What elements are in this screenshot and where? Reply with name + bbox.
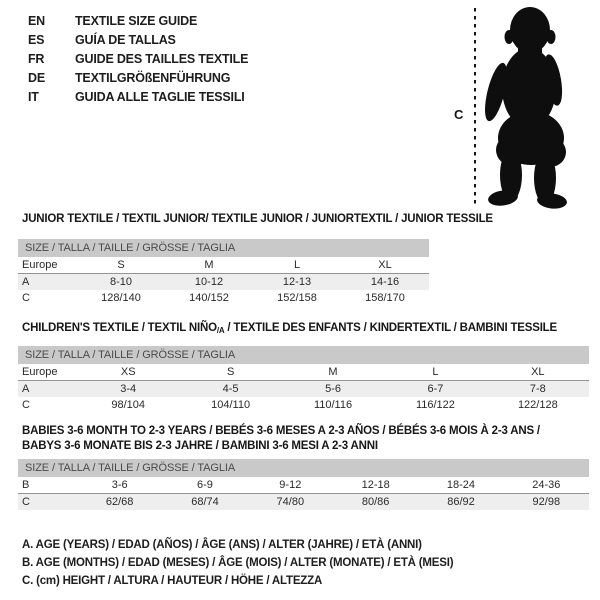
- legend-age-months: B. AGE (MONTHS) / EDAD (MESES) / ÂGE (MOIS) / ALTER (MONATE) / ETÀ (MESI): [22, 557, 454, 569]
- size-cell: M: [204, 259, 214, 271]
- legend-age-years: A. AGE (YEARS) / EDAD (AÑOS) / ÂGE (ANS) / ALTER (JAHRE) / ETÀ (ANNI): [22, 539, 422, 551]
- size-header-bar: SIZE / TALLA / TAILLE / GRÖSSE / TAGLIA: [18, 459, 589, 477]
- row-label: B: [22, 479, 30, 491]
- months-cell: 12-18: [361, 479, 390, 491]
- measure-legend: [22, 536, 453, 590]
- age-cell: 3-4: [120, 383, 137, 395]
- language-code: DE: [28, 71, 45, 85]
- months-cell: 24-36: [532, 479, 561, 491]
- toddler-figure-svg: [440, 0, 600, 215]
- age-cell: 5-6: [325, 383, 341, 395]
- height-cell: 158/170: [365, 292, 405, 304]
- size-header-bar: SIZE / TALLA / TAILLE / GRÖSSE / TAGLIA: [18, 346, 589, 364]
- height-cell: 110/116: [313, 399, 353, 411]
- guide-title-es: GUÍA DE TALLAS: [75, 33, 176, 47]
- language-row-de: [28, 68, 248, 87]
- height-cell: 86/92: [447, 496, 475, 508]
- height-cell: 80/86: [361, 496, 390, 508]
- children-title-post: / TEXTILE DES ENFANTS / KINDERTEXTIL / BAMBINI TESSILE: [224, 322, 557, 334]
- babies-size-table: [18, 459, 589, 510]
- language-code: ES: [28, 33, 45, 47]
- language-code: EN: [28, 14, 45, 28]
- size-cell: M: [328, 366, 338, 378]
- height-cell: 152/158: [277, 292, 317, 304]
- junior-section-title: JUNIOR TEXTILE / TEXTIL JUNIOR/ TEXTILE JUNIOR / JUNIORTEXTIL / JUNIOR TESSILE: [22, 213, 493, 225]
- guide-title-de: TEXTILGRÖßENFÜHRUNG: [75, 71, 231, 85]
- table-row-age: [18, 381, 589, 397]
- children-title-subscript: /A: [216, 326, 225, 335]
- guide-title-it: GUIDA ALLE TAGLIE TESSILI: [75, 90, 245, 104]
- junior-size-table: [18, 239, 429, 306]
- language-code: IT: [28, 90, 39, 104]
- height-cell: 74/80: [276, 496, 305, 508]
- height-cell: 128/140: [101, 292, 141, 304]
- size-cell: S: [117, 259, 125, 271]
- height-cell: 98/104: [111, 399, 146, 411]
- language-row-en: [28, 11, 248, 30]
- size-cell: XL: [531, 366, 545, 378]
- months-cell: 3-6: [111, 479, 128, 491]
- table-row-height: [18, 494, 589, 510]
- guide-title-en: TEXTILE SIZE GUIDE: [75, 14, 198, 28]
- months-cell: 18-24: [446, 479, 476, 491]
- size-cell: L: [432, 366, 439, 378]
- table-row-age: [18, 274, 429, 290]
- months-cell: 9-12: [279, 479, 302, 491]
- size-header-bar: SIZE / TALLA / TAILLE / GRÖSSE / TAGLIA: [18, 239, 429, 257]
- age-cell: 6-7: [427, 383, 444, 395]
- size-cell: XS: [120, 366, 136, 378]
- age-cell: 12-13: [282, 276, 312, 288]
- language-code: FR: [28, 52, 45, 66]
- language-row-fr: [28, 49, 248, 68]
- babies-title-line1: BABIES 3-6 MONTH TO 2-3 YEARS / BEBÉS 3-6 MESES A 2-3 AÑOS / BÉBÉS 3-6 MOIS À 2-3 ANS /: [22, 425, 540, 437]
- language-row-es: [28, 30, 248, 49]
- months-cell: 6-9: [197, 479, 213, 491]
- table-row-europe: [18, 257, 429, 274]
- guide-title-fr: GUIDE DES TAILLES TEXTILE: [75, 52, 249, 66]
- age-cell: 14-16: [370, 276, 400, 288]
- age-cell: 4-5: [222, 383, 239, 395]
- row-label: C: [22, 399, 30, 411]
- babies-section-title: [22, 424, 582, 453]
- age-cell: 8-10: [109, 276, 133, 288]
- table-row-months: [18, 477, 589, 494]
- row-label: A: [22, 383, 30, 395]
- children-title-pre: CHILDREN'S TEXTILE / TEXTIL NIÑO: [22, 322, 217, 334]
- legend-height-cm: C. (cm) HEIGHT / ALTURA / HAUTEUR / HÖHE / ALTEZZA: [22, 575, 323, 587]
- height-measure-label: C: [454, 107, 464, 122]
- language-row-it: [28, 87, 248, 106]
- row-label: Europe: [22, 366, 58, 378]
- table-row-height: [18, 290, 429, 306]
- language-title-list: [28, 11, 248, 106]
- toddler-silhouette: [480, 7, 567, 210]
- age-cell: 10-12: [194, 276, 224, 288]
- row-label: Europe: [22, 259, 58, 271]
- height-cell: 68/74: [191, 496, 219, 508]
- size-cell: L: [293, 259, 301, 271]
- children-size-table: [18, 346, 589, 413]
- babies-title-line2: BABYS 3-6 MONATE BIS 2-3 JAHRE / BAMBINI 3-6 MESI A 2-3 ANNI: [22, 439, 378, 452]
- size-cell: S: [226, 366, 235, 378]
- height-cell: 140/152: [189, 292, 229, 304]
- children-section-title: [22, 322, 557, 335]
- row-label: C: [22, 496, 30, 508]
- age-cell: 7-8: [529, 383, 546, 395]
- table-row-europe: [18, 364, 589, 381]
- row-label: C: [22, 292, 30, 304]
- table-row-height: [18, 397, 589, 413]
- size-cell: XL: [378, 259, 392, 271]
- height-measure-figure: [440, 0, 600, 215]
- height-cell: 62/68: [105, 496, 134, 508]
- height-cell: 92/98: [532, 496, 561, 508]
- height-cell: 116/122: [415, 399, 455, 411]
- height-cell: 104/110: [211, 399, 251, 411]
- height-cell: 122/128: [517, 399, 558, 411]
- row-label: A: [22, 276, 30, 288]
